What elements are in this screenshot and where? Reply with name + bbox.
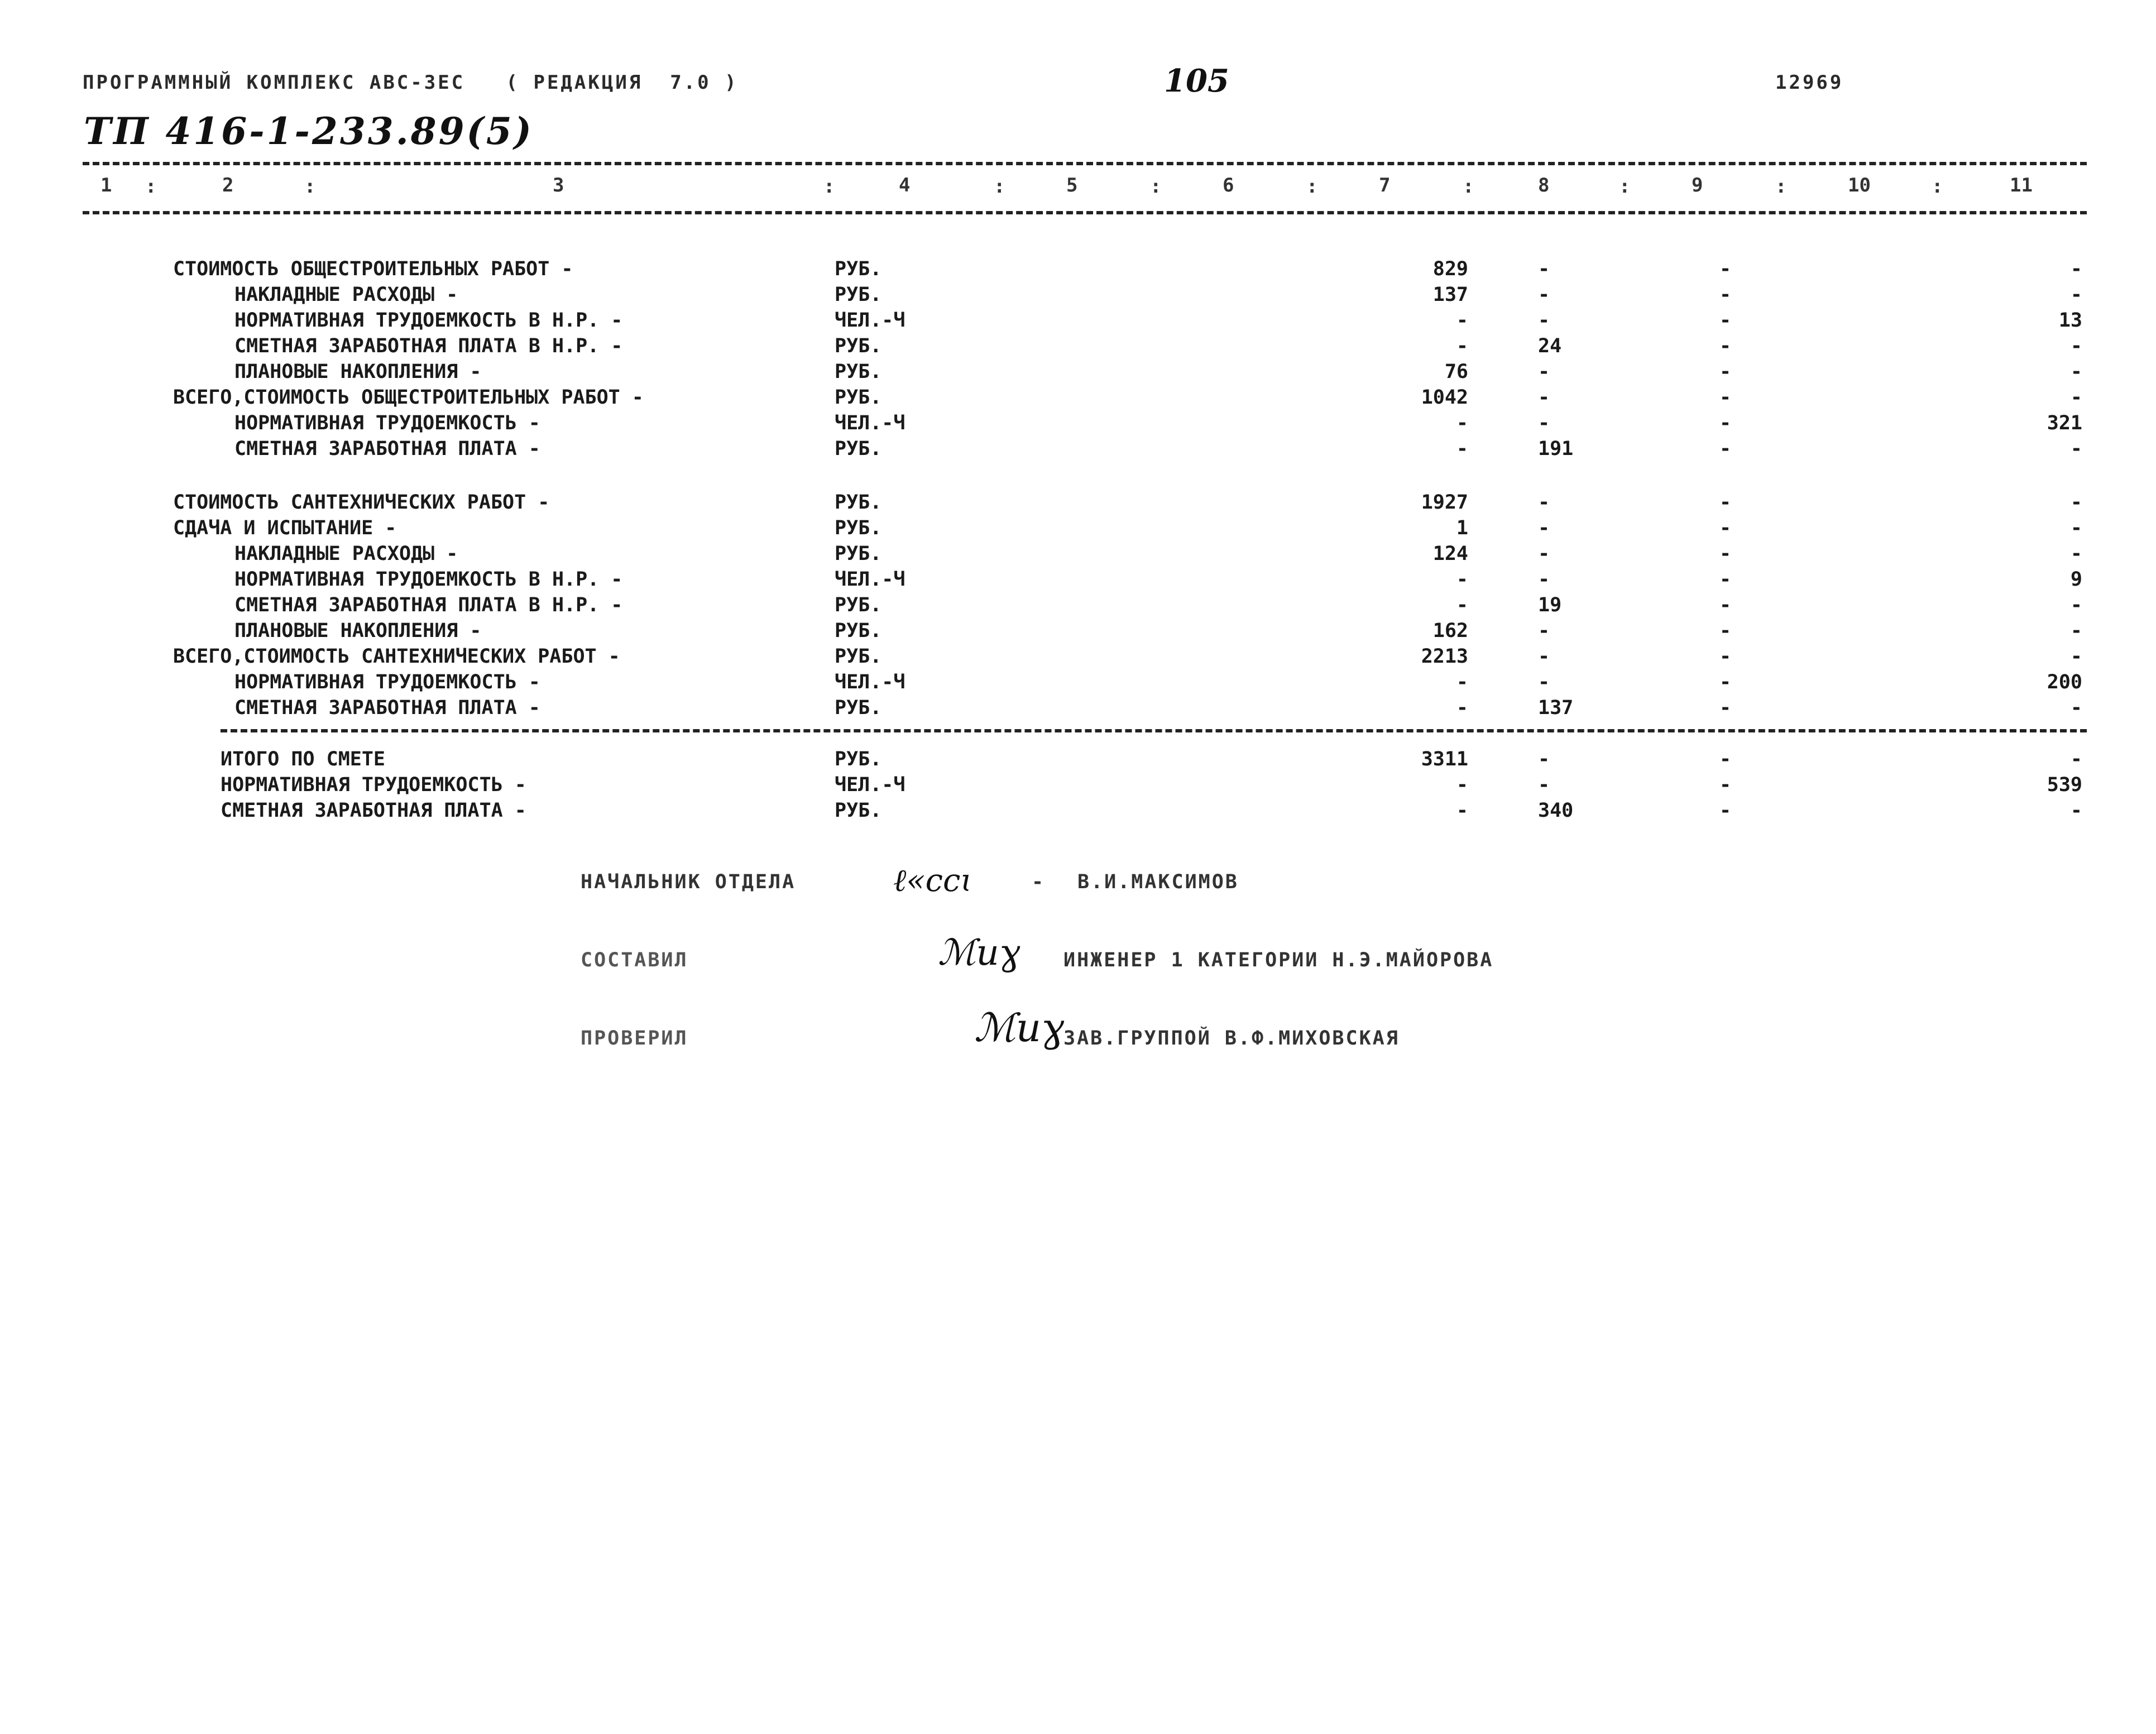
cell-col7: 3311 [1421,748,1468,770]
column-header-5: 5 [1066,174,1078,197]
cell-col11: - [2070,258,2082,280]
cell-col7: 124 [1432,543,1468,565]
cell-col7: - [1456,697,1468,719]
totals-separator-rule [221,729,2087,732]
column-separator: : [1306,175,1318,198]
cell-col7: 1042 [1421,386,1468,409]
cell-col11: - [2070,645,2082,668]
cell-col7: 137 [1432,284,1468,306]
cell-col11: - [2070,361,2082,383]
column-header-9: 9 [1692,174,1703,197]
cell-col11: 9 [2070,568,2082,591]
row-label: НАКЛАДНЫЕ РАСХОДЫ - [234,284,458,306]
row-label: НОРМАТИВНАЯ ТРУДОЕМКОСТЬ В Н.Р. - [234,309,623,332]
table-row [0,594,2156,620]
cell-col11: - [2070,386,2082,409]
cell-col11: - [2070,594,2082,616]
table-row [0,258,2156,284]
column-separator: : [1619,175,1631,198]
cell-col7: 162 [1432,620,1468,642]
row-label: ПЛАНОВЫЕ НАКОПЛЕНИЯ - [234,361,482,383]
row-unit: РУБ. [835,543,882,565]
row-unit: РУБ. [835,748,882,770]
column-header-6: 6 [1223,174,1234,197]
cell-col11: - [2070,697,2082,719]
cell-col8: - [1538,748,1550,770]
row-label: СТОИМОСТЬ САНТЕХНИЧЕСКИХ РАБОТ - [173,491,550,514]
cell-col9: - [1719,620,1732,642]
column-header-4: 4 [899,174,911,197]
row-label: ИТОГО ПО СМЕТЕ [221,748,386,770]
cell-col7: - [1456,594,1468,616]
cell-col11: - [2070,543,2082,565]
table-row [0,620,2156,645]
column-header-2: 2 [222,174,234,197]
cell-col8: 340 [1538,799,1574,822]
row-unit: РУБ. [835,799,882,822]
cell-col9: - [1719,568,1732,591]
cell-col7: - [1456,799,1468,822]
row-unit: РУБ. [835,284,882,306]
cell-col11: - [2070,335,2082,357]
cell-col9: - [1719,284,1732,306]
cell-col9: - [1719,774,1732,796]
row-label: СМЕТНАЯ ЗАРАБОТНАЯ ПЛАТА В Н.Р. - [234,335,623,357]
cell-col8: 191 [1538,438,1574,460]
table-row [0,335,2156,361]
cell-col8: - [1538,620,1550,642]
row-unit: РУБ. [835,697,882,719]
cell-col9: - [1719,645,1732,668]
cell-col7: - [1456,412,1468,434]
table-row [0,697,2156,722]
table-row [0,543,2156,568]
row-unit: РУБ. [835,645,882,668]
row-unit: РУБ. [835,438,882,460]
row-label: НОРМАТИВНАЯ ТРУДОЕМКОСТЬ - [234,671,540,693]
table-row [0,671,2156,697]
column-separator: : [145,175,157,198]
table-row [0,284,2156,309]
cell-col7: 829 [1432,258,1468,280]
cell-col11: - [2070,799,2082,822]
header-top-rule [83,162,2087,165]
cell-col8: 19 [1538,594,1562,616]
column-header-10: 10 [1848,174,1871,197]
cell-col8: 24 [1538,335,1562,357]
cell-col9: - [1719,386,1732,409]
cell-col7: - [1456,309,1468,332]
row-unit: ЧЕЛ.-Ч [835,671,905,693]
row-label: СМЕТНАЯ ЗАРАБОТНАЯ ПЛАТА - [221,799,526,822]
column-header-3: 3 [553,174,564,197]
signature-role-head: НАЧАЛЬНИК ОТДЕЛА [581,871,796,893]
row-label: НОРМАТИВНАЯ ТРУДОЕМКОСТЬ - [234,412,540,434]
row-unit: РУБ. [835,361,882,383]
project-code: ТП 416-1-233.89(5) [84,109,534,153]
table-row [0,412,2156,438]
cell-col7: 1927 [1421,491,1468,514]
row-unit: РУБ. [835,491,882,514]
column-separator: : [1463,175,1474,198]
cell-col8: - [1538,309,1550,332]
cell-col11: - [2070,620,2082,642]
row-unit: РУБ. [835,620,882,642]
row-label: СТОИМОСТЬ ОБЩЕСТРОИТЕЛЬНЫХ РАБОТ - [173,258,573,280]
column-separator: : [823,175,835,198]
cell-col8: - [1538,258,1550,280]
column-header-8: 8 [1538,174,1550,197]
signature-name-compiled: ИНЖЕНЕР 1 КАТЕГОРИИ Н.Э.МАЙОРОВА [1063,949,1494,971]
cell-col8: - [1538,386,1550,409]
table-row [0,568,2156,594]
signature-name-checked: ЗАВ.ГРУППОЙ В.Ф.МИХОВСКАЯ [1063,1027,1400,1050]
cell-col8: 137 [1538,697,1574,719]
row-label: СМЕТНАЯ ЗАРАБОТНАЯ ПЛАТА - [234,697,540,719]
row-label: ВСЕГО,СТОИМОСТЬ САНТЕХНИЧЕСКИХ РАБОТ - [173,645,620,668]
row-unit: РУБ. [835,386,882,409]
cell-col11: - [2070,491,2082,514]
cell-col9: - [1719,543,1732,565]
row-label: НОРМАТИВНАЯ ТРУДОЕМКОСТЬ В Н.Р. - [234,568,623,591]
cell-col11: - [2070,748,2082,770]
table-row [0,361,2156,386]
cell-col11: - [2070,438,2082,460]
table-row [0,386,2156,412]
column-separator: : [994,175,1005,198]
column-header-7: 7 [1379,174,1391,197]
row-label: НОРМАТИВНАЯ ТРУДОЕМКОСТЬ - [221,774,526,796]
signature-prefix-head: - [1032,871,1046,893]
row-label: ПЛАНОВЫЕ НАКОПЛЕНИЯ - [234,620,482,642]
signature-name-head: В.И.МАКСИМОВ [1077,871,1239,893]
table-row [0,774,2156,799]
handwritten-signature-compiled: ℳиɣ [938,932,1020,974]
cell-col8: - [1538,491,1550,514]
signature-role-compiled: СОСТАВИЛ [581,949,688,971]
row-unit: ЧЕЛ.-Ч [835,568,905,591]
cell-col7: - [1456,568,1468,591]
cell-col9: - [1719,412,1732,434]
cell-col7: - [1456,335,1468,357]
cell-col8: - [1538,671,1550,693]
cell-col11: 200 [2047,671,2082,693]
row-unit: РУБ. [835,258,882,280]
table-row [0,748,2156,774]
row-unit: РУБ. [835,335,882,357]
signature-role-checked: ПРОВЕРИЛ [581,1027,688,1050]
cell-col8: - [1538,361,1550,383]
column-header-1: 1 [100,174,112,197]
cell-col9: - [1719,361,1732,383]
cell-col11: - [2070,517,2082,539]
program-title: ПРОГРАММНЫЙ КОМПЛЕКС АВС-3ЕС ( РЕДАКЦИЯ 7.0 ) [83,71,739,94]
page-number: 105 [1164,63,1229,99]
column-header-11: 11 [2010,174,2033,197]
row-label: ВСЕГО,СТОИМОСТЬ ОБЩЕСТРОИТЕЛЬНЫХ РАБОТ - [173,386,644,409]
cell-col11: 321 [2047,412,2082,434]
row-unit: РУБ. [835,594,882,616]
column-separator: : [304,175,316,198]
column-separator: : [1775,175,1787,198]
cell-col9: - [1719,671,1732,693]
table-row [0,309,2156,335]
table-row [0,491,2156,517]
cell-col9: - [1719,697,1732,719]
cell-col11: - [2070,284,2082,306]
row-label: СМЕТНАЯ ЗАРАБОТНАЯ ПЛАТА - [234,438,540,460]
table-row [0,438,2156,463]
row-unit: ЧЕЛ.-Ч [835,309,905,332]
cell-col8: - [1538,568,1550,591]
cell-col9: - [1719,438,1732,460]
row-unit: ЧЕЛ.-Ч [835,412,905,434]
cell-col9: - [1719,594,1732,616]
handwritten-signature-head: ℓ«ссɩ [893,863,973,899]
cell-col7: - [1456,671,1468,693]
cell-col8: - [1538,774,1550,796]
cell-col9: - [1719,491,1732,514]
column-separator: : [1932,175,1943,198]
cell-col8: - [1538,645,1550,668]
cell-col9: - [1719,335,1732,357]
cell-col8: - [1538,412,1550,434]
column-separator: : [1150,175,1162,198]
cell-col8: - [1538,517,1550,539]
cell-col7: - [1456,438,1468,460]
cell-col11: 539 [2047,774,2082,796]
header-bottom-rule [83,211,2087,214]
cell-col7: - [1456,774,1468,796]
cell-col9: - [1719,258,1732,280]
cell-col7: 76 [1444,361,1468,383]
cell-col9: - [1719,799,1732,822]
table-row [0,517,2156,543]
table-row [0,799,2156,825]
row-label: СМЕТНАЯ ЗАРАБОТНАЯ ПЛАТА В Н.Р. - [234,594,623,616]
cell-col9: - [1719,309,1732,332]
cell-col8: - [1538,284,1550,306]
cell-col9: - [1719,517,1732,539]
cell-col9: - [1719,748,1732,770]
row-label: НАКЛАДНЫЕ РАСХОДЫ - [234,543,458,565]
table-row [0,645,2156,671]
row-unit: ЧЕЛ.-Ч [835,774,905,796]
cell-col8: - [1538,543,1550,565]
cell-col7: 1 [1456,517,1468,539]
cell-col7: 2213 [1421,645,1468,668]
row-label: СДАЧА И ИСПЫТАНИЕ - [173,517,397,539]
cell-col11: 13 [2058,309,2082,332]
handwritten-signature-checked: ℳиɣ [974,1005,1065,1051]
row-unit: РУБ. [835,517,882,539]
document-number: 12969 [1775,71,1844,94]
